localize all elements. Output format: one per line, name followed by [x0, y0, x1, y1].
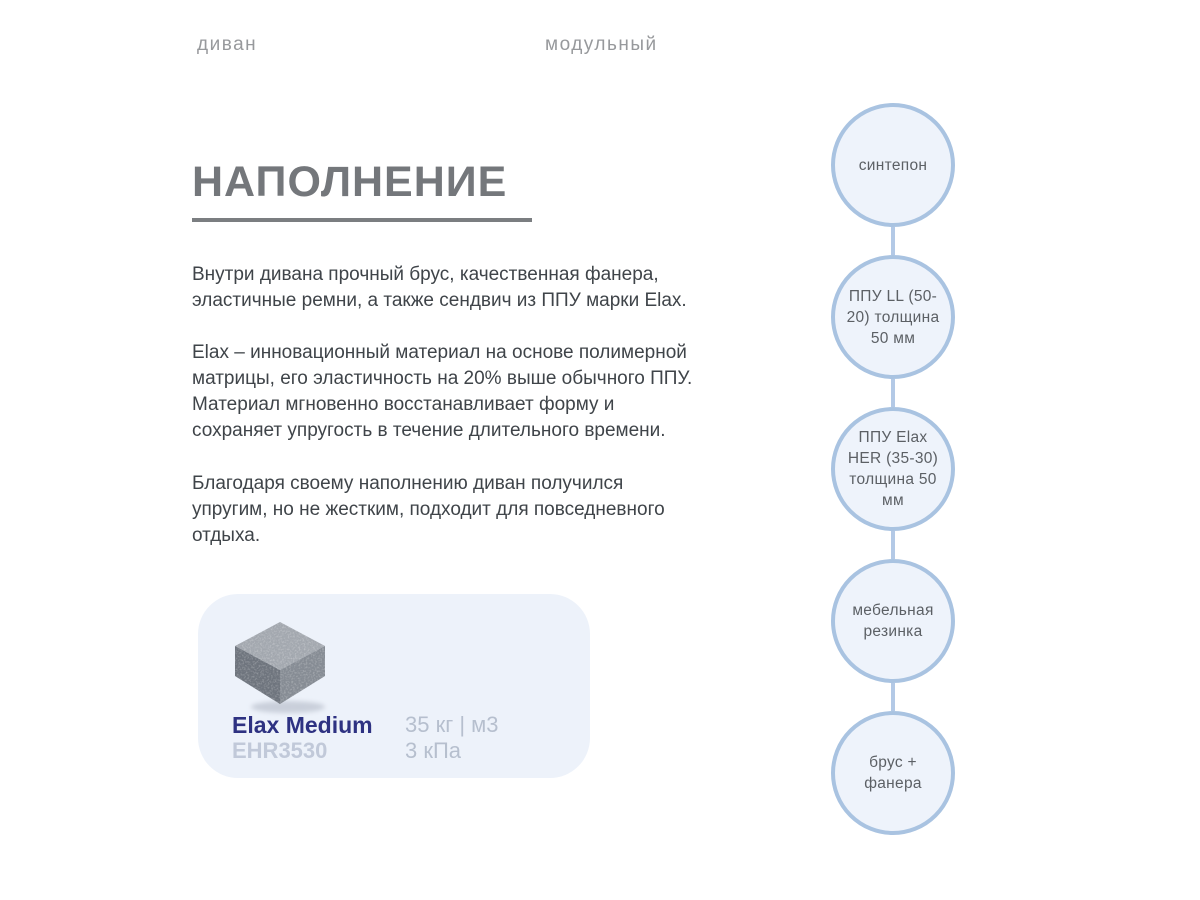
material-info [232, 712, 499, 764]
material-specs-block [405, 712, 499, 764]
layer-circle-sintepon [831, 103, 955, 227]
layer-label: синтепон [858, 156, 928, 174]
breadcrumb-variant: модульный [545, 34, 658, 55]
page-title: НАПОЛНЕНИЕ [192, 158, 508, 206]
paragraph-elax: Elax – инновационный материал на основе полимерной матрицы, его эластичность на 20% выше обычного ППУ. Материал мгновенно восстанавливает форму и сохраняет упругость в течение длительного времени. [192, 342, 693, 442]
layer-circle-rubber [831, 559, 955, 683]
layer-circle-ppu-ll [831, 255, 955, 379]
layer-label: брус + фанера [864, 754, 922, 792]
material-name-block [232, 712, 388, 764]
layers-diagram [831, 103, 955, 835]
breadcrumb-product: диван [197, 34, 258, 55]
connector-line [891, 227, 895, 255]
connector-line [891, 379, 895, 407]
material-code: EHR3530 [232, 738, 328, 763]
layer-label: мебельная резинка [852, 602, 934, 640]
layer-label: ППУ LL (50-20) толщина 50 мм [846, 287, 940, 347]
layer-circle-ppu-elax [831, 407, 955, 531]
main-content [192, 160, 702, 575]
material-pressure: 3 кПа [405, 738, 462, 763]
layer-circle-brus-fanera [831, 711, 955, 835]
connector-line [891, 531, 895, 559]
connector-line [891, 683, 895, 711]
material-card [198, 594, 590, 778]
title-underline [192, 218, 532, 222]
body-text [192, 262, 702, 549]
material-name: Elax Medium [232, 712, 373, 738]
paragraph-intro: Внутри дивана прочный брус, качественная фанера, эластичные ремни, а также сендвич из ППУ марки Elax. [192, 264, 687, 312]
foam-block-image [228, 618, 332, 718]
paragraph-result: Благодаря своему наполнению диван получился упругим, но не жестким, подходит для повседневного отдыха. [192, 473, 665, 547]
material-density: 35 кг | м3 [405, 712, 499, 737]
layer-label: ППУ Elax HER (35-30) толщина 50 мм [847, 429, 939, 509]
